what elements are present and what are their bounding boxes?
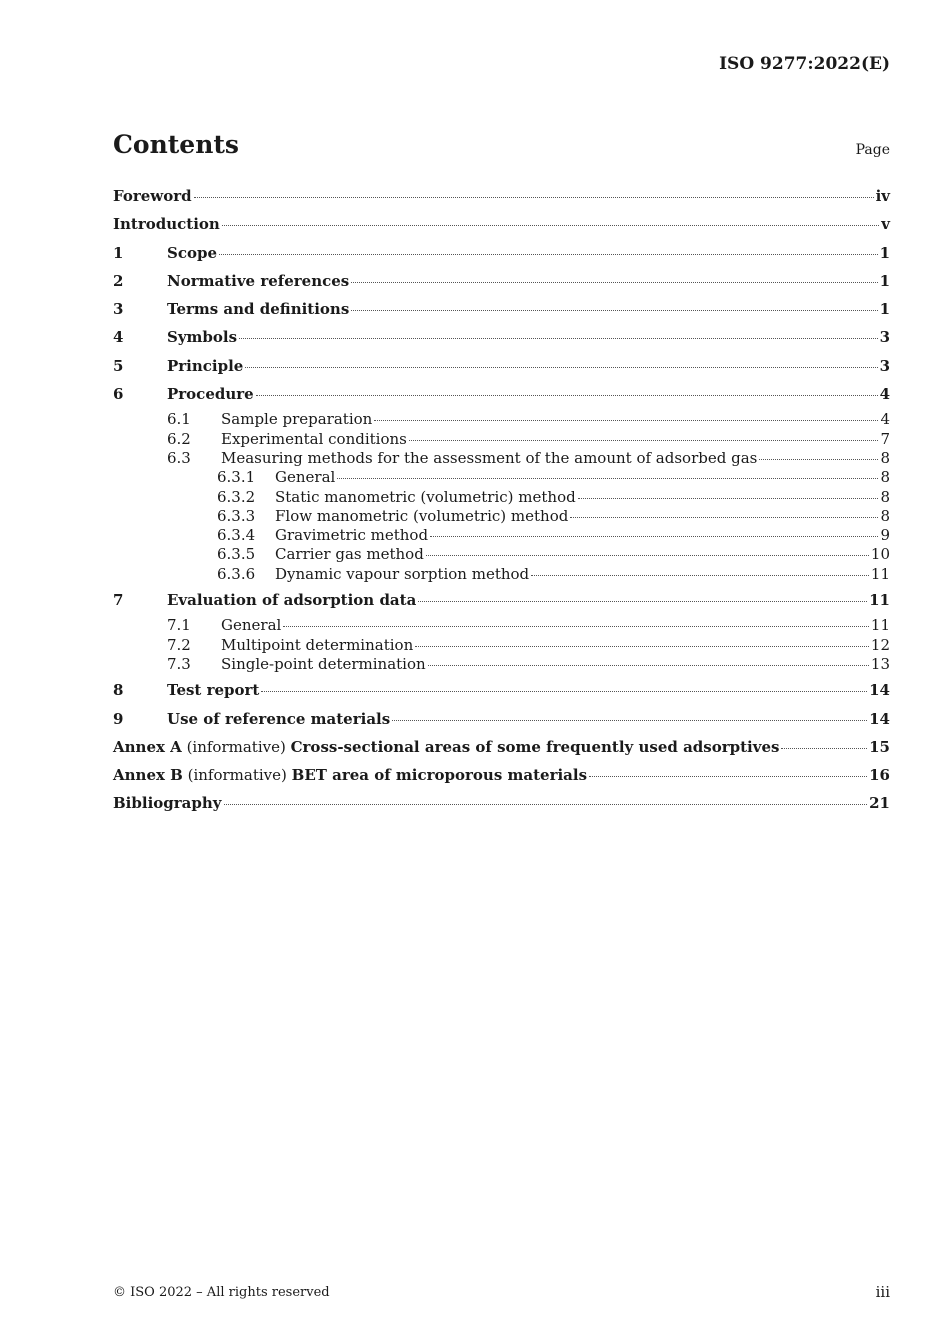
toc-entry[interactable] <box>113 526 890 545</box>
toc-entry-title: Normative references <box>167 271 350 290</box>
toc-entry[interactable] <box>113 655 890 674</box>
dot-leader <box>759 459 878 460</box>
toc-entry-title: Dynamic vapour sorption method <box>275 564 530 583</box>
toc-entry-title: Test report <box>167 681 260 700</box>
toc-entry-title <box>113 735 779 759</box>
dot-leader <box>418 601 867 602</box>
toc-entry[interactable] <box>113 354 890 382</box>
toc-entry-title: General <box>275 468 336 487</box>
toc-entry-title: Principle <box>167 356 244 375</box>
toc-entry-title: Static manometric (volumetric) method <box>275 487 576 506</box>
dot-leader <box>374 420 878 421</box>
toc-entry-title: Sample preparation <box>221 410 373 429</box>
dot-leader <box>222 225 879 226</box>
page-number: iii <box>875 1283 890 1301</box>
dot-leader <box>224 804 868 805</box>
toc-entry-number: 5 <box>113 356 124 375</box>
toc-entry-title: Experimental conditions <box>221 429 407 448</box>
dot-leader <box>430 536 878 537</box>
dot-leader <box>239 338 878 339</box>
contents-heading: Contents <box>113 130 240 159</box>
dot-leader <box>589 776 867 777</box>
toc-entry[interactable] <box>113 707 890 735</box>
toc-entry-page: 21 <box>869 794 890 813</box>
toc-entry-number: 8 <box>113 681 124 700</box>
toc-entry[interactable] <box>113 588 890 616</box>
toc-entry-page: 1 <box>879 243 890 262</box>
toc-entry-page: 16 <box>869 766 890 785</box>
document-id: ISO 9277:2022(E) <box>719 54 890 74</box>
toc-entry-page: 1 <box>879 300 890 319</box>
annex-label: Annex A <box>113 737 182 756</box>
toc-entry-number: 2 <box>113 271 124 290</box>
toc-entry-number: 6.3.1 <box>217 468 256 487</box>
toc-entry[interactable] <box>113 297 890 325</box>
toc-entry-page: 1 <box>879 271 890 290</box>
toc-entry[interactable] <box>113 449 890 468</box>
toc-entry-number: 9 <box>113 709 124 728</box>
toc-entry-title: Procedure <box>167 385 254 404</box>
toc-entry-number: 7.2 <box>167 635 191 654</box>
toc-entry-title <box>113 763 587 787</box>
toc-entry-page: 10 <box>870 545 890 564</box>
toc-entry[interactable] <box>113 382 890 410</box>
toc-entry-page: 11 <box>870 564 890 583</box>
toc-entry[interactable] <box>113 184 890 212</box>
toc-entry[interactable] <box>113 791 890 819</box>
toc-entry[interactable] <box>113 430 890 449</box>
toc-entry-page: 11 <box>870 616 890 635</box>
toc-entry-number: 7.3 <box>167 654 191 673</box>
toc-entry-number: 6.3.6 <box>217 564 256 583</box>
toc-entry-title: Multipoint determination <box>221 635 414 654</box>
toc-entry-number: 3 <box>113 300 124 319</box>
dot-leader <box>415 646 869 647</box>
toc-entry-page: 13 <box>870 654 890 673</box>
toc-entry-number: 7.1 <box>167 616 191 635</box>
toc-entry-title: Bibliography <box>113 794 222 813</box>
toc-entry-number: 1 <box>113 243 124 262</box>
toc-entry-page: 12 <box>870 635 890 654</box>
toc-entry-page: iv <box>875 187 890 205</box>
dot-leader <box>578 498 879 499</box>
toc-entry-page: 4 <box>880 410 890 429</box>
toc-entry-title: Carrier gas method <box>275 545 424 564</box>
toc-entry-page: v <box>881 215 890 234</box>
annex-type: (informative) <box>182 766 292 785</box>
dot-leader <box>351 310 877 311</box>
toc-entry[interactable] <box>113 269 890 297</box>
toc-entry-title: Measuring methods for the assessment of the amount of adsorbed gas <box>221 448 758 467</box>
toc-entry-page: 9 <box>880 526 890 545</box>
toc-entry-title: Evaluation of adsorption data <box>167 591 417 610</box>
dot-leader <box>392 720 867 721</box>
toc-entry-number: 6.3.5 <box>217 545 256 564</box>
annex-label: Annex B <box>113 766 183 785</box>
toc-entry-title: Foreword <box>113 187 192 205</box>
toc-entry[interactable] <box>113 410 890 429</box>
toc-entry[interactable] <box>113 325 890 353</box>
dot-leader <box>570 517 878 518</box>
toc-entry-number: 6.3.3 <box>217 506 256 525</box>
toc-entry-page: 14 <box>869 709 890 728</box>
dot-leader <box>426 555 869 556</box>
toc-entry-number: 4 <box>113 328 124 347</box>
copyright-notice: © ISO 2022 – All rights reserved <box>113 1285 330 1300</box>
dot-leader <box>256 395 878 396</box>
annex-title: BET area of microporous materials <box>291 766 588 785</box>
table-of-contents <box>113 184 890 820</box>
toc-entry[interactable] <box>113 468 890 487</box>
dot-leader <box>261 691 867 692</box>
toc-entry-title: Introduction <box>113 215 220 234</box>
toc-entry-number: 6.3 <box>167 448 191 467</box>
dot-leader <box>194 197 874 198</box>
toc-entry-page: 8 <box>880 468 890 487</box>
toc-entry-title: Use of reference materials <box>167 709 391 728</box>
toc-entry-page: 3 <box>879 356 890 375</box>
dot-leader <box>409 440 879 441</box>
dot-leader <box>337 478 878 479</box>
dot-leader <box>351 282 877 283</box>
toc-entry[interactable] <box>113 565 890 584</box>
toc-entry-number: 6 <box>113 385 124 404</box>
toc-entry-title: Scope <box>167 243 218 262</box>
toc-entry-title: Flow manometric (volumetric) method <box>275 506 569 525</box>
toc-entry-title: General <box>221 616 282 635</box>
annex-title: Cross-sectional areas of some frequently used adsorptives <box>290 737 780 756</box>
toc-entry-title: Terms and definitions <box>167 300 350 319</box>
page-column-label: Page <box>855 142 890 158</box>
toc-entry-page: 11 <box>869 591 890 610</box>
toc-entry-page: 4 <box>879 385 890 404</box>
toc-entry-page: 14 <box>869 681 890 700</box>
toc-entry-number: 6.3.2 <box>217 487 256 506</box>
toc-entry-number: 6.3.4 <box>217 526 256 545</box>
toc-entry-title: Single-point determination <box>221 654 426 673</box>
toc-entry[interactable] <box>113 545 890 564</box>
toc-entry[interactable] <box>113 507 890 526</box>
toc-entry[interactable] <box>113 678 890 706</box>
annex-type: (informative) <box>181 737 291 756</box>
toc-entry[interactable] <box>113 241 890 269</box>
toc-entry-number: 6.2 <box>167 429 191 448</box>
dot-leader <box>531 575 869 576</box>
toc-entry-page: 8 <box>880 487 890 506</box>
dot-leader <box>283 626 869 627</box>
toc-entry-page: 15 <box>869 737 890 756</box>
dot-leader <box>219 254 878 255</box>
toc-entry-page: 8 <box>880 448 890 467</box>
dot-leader <box>781 748 867 749</box>
toc-entry-number: 7 <box>113 591 124 610</box>
toc-entry[interactable] <box>113 488 890 507</box>
toc-entry[interactable] <box>113 616 890 635</box>
dot-leader <box>428 665 869 666</box>
toc-entry-title: Gravimetric method <box>275 526 429 545</box>
toc-entry-number: 6.1 <box>167 410 191 429</box>
toc-entry[interactable] <box>113 636 890 655</box>
toc-entry-title: Symbols <box>167 328 238 347</box>
toc-entry[interactable] <box>113 212 890 240</box>
dot-leader <box>245 367 877 368</box>
toc-entry-page: 8 <box>880 506 890 525</box>
toc-entry[interactable] <box>113 735 890 763</box>
toc-entry[interactable] <box>113 763 890 791</box>
toc-entry-page: 3 <box>879 328 890 347</box>
toc-entry-page: 7 <box>880 429 890 448</box>
